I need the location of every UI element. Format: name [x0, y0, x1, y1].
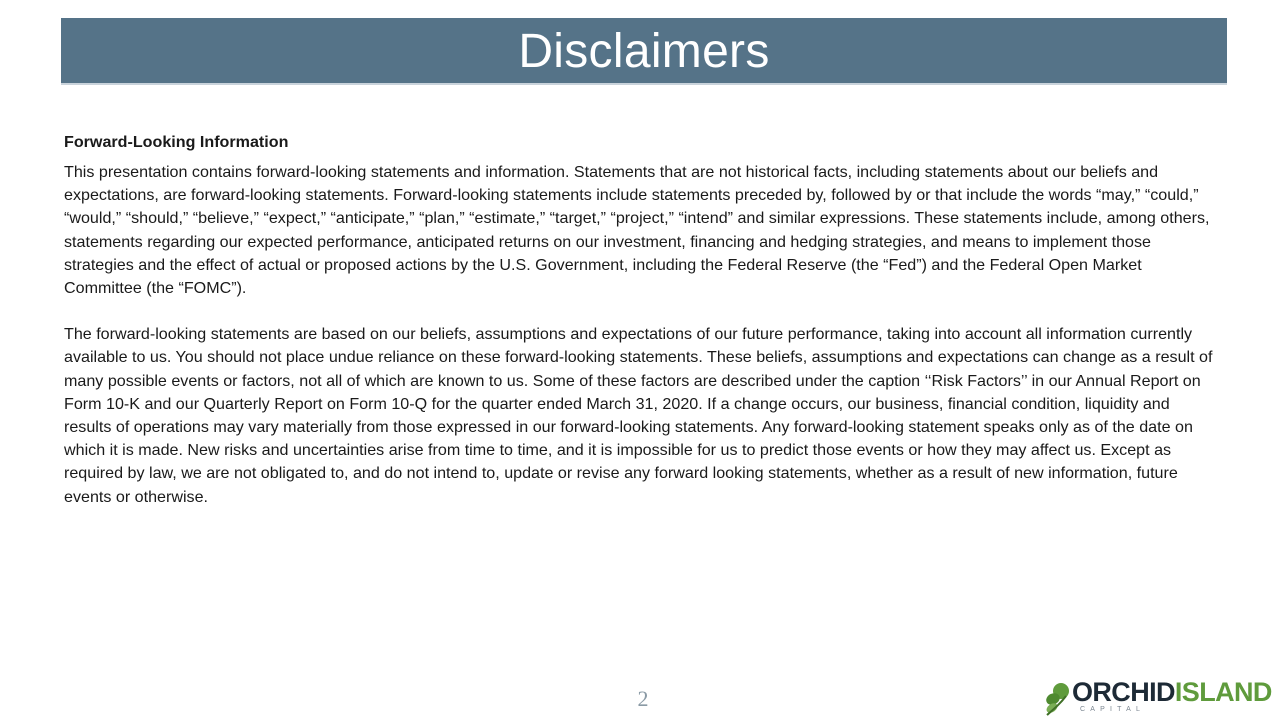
company-logo	[1044, 677, 1272, 718]
logo-subtitle: CAPITAL	[1080, 706, 1146, 713]
logo-word-island: ISLAND	[1174, 677, 1272, 707]
section-heading: Forward-Looking Information	[64, 133, 289, 151]
logo-wordmark	[1072, 679, 1272, 706]
paragraph-2: The forward-looking statements are based on our beliefs, assumptions and expectations of our future performance, taking into account all information currently available to us. You should not place undue reliance on these forward-looking statements. These beliefs, assumptions and expectations can change as a result of many possible events or factors, not all of which are known to us. Some of these factors are described under the caption ‘‘Risk Factors’’ in our Annual Report on Form 10-K and our Quarterly Report on Form 10-Q for the quarter ended March 31, 2020. If a change occurs, our business, financial condition, liquidity and results of operations may vary materially from those expressed in our forward-looking statements. Any forward-looking statement speaks only as of the date on which it is made. New risks and uncertainties arise from time to time, and it is impossible for us to predict those events or how they may affect us. Except as required by law, we are not obligated to, and do not intend to, update or revise any forward looking statements, whether as a result of new information, future events or otherwise.	[64, 325, 1213, 506]
paragraph-1: This presentation contains forward-looking statements and information. Statements that are not historical facts, including statements about our beliefs and expectations, are forward-looking statements. Forward-looking statements include statements preceded by, followed by or that include the words “may,” “could,” “would,” “should,” “believe,” “expect,” “anticipate,” “plan,” “estimate,” “target,” “project,” “intend” and similar expressions. These statements include, among others, statements regarding our expected performance, anticipated returns on our investment, financing and hedging strategies, and means to implement those strategies and the effect of actual or proposed actions by the U.S. Government, including the Federal Reserve (the “Fed”) and the Federal Open Market Committee (the “FOMC”).	[64, 163, 1210, 298]
title-bar	[61, 18, 1227, 85]
orchid-flower-icon	[1044, 682, 1074, 716]
logo-word-orchid: ORCHID	[1072, 677, 1175, 707]
slide-title: Disclaimers	[518, 24, 770, 78]
page-number: 2	[637, 686, 649, 711]
disclaimer-content	[64, 131, 1220, 509]
